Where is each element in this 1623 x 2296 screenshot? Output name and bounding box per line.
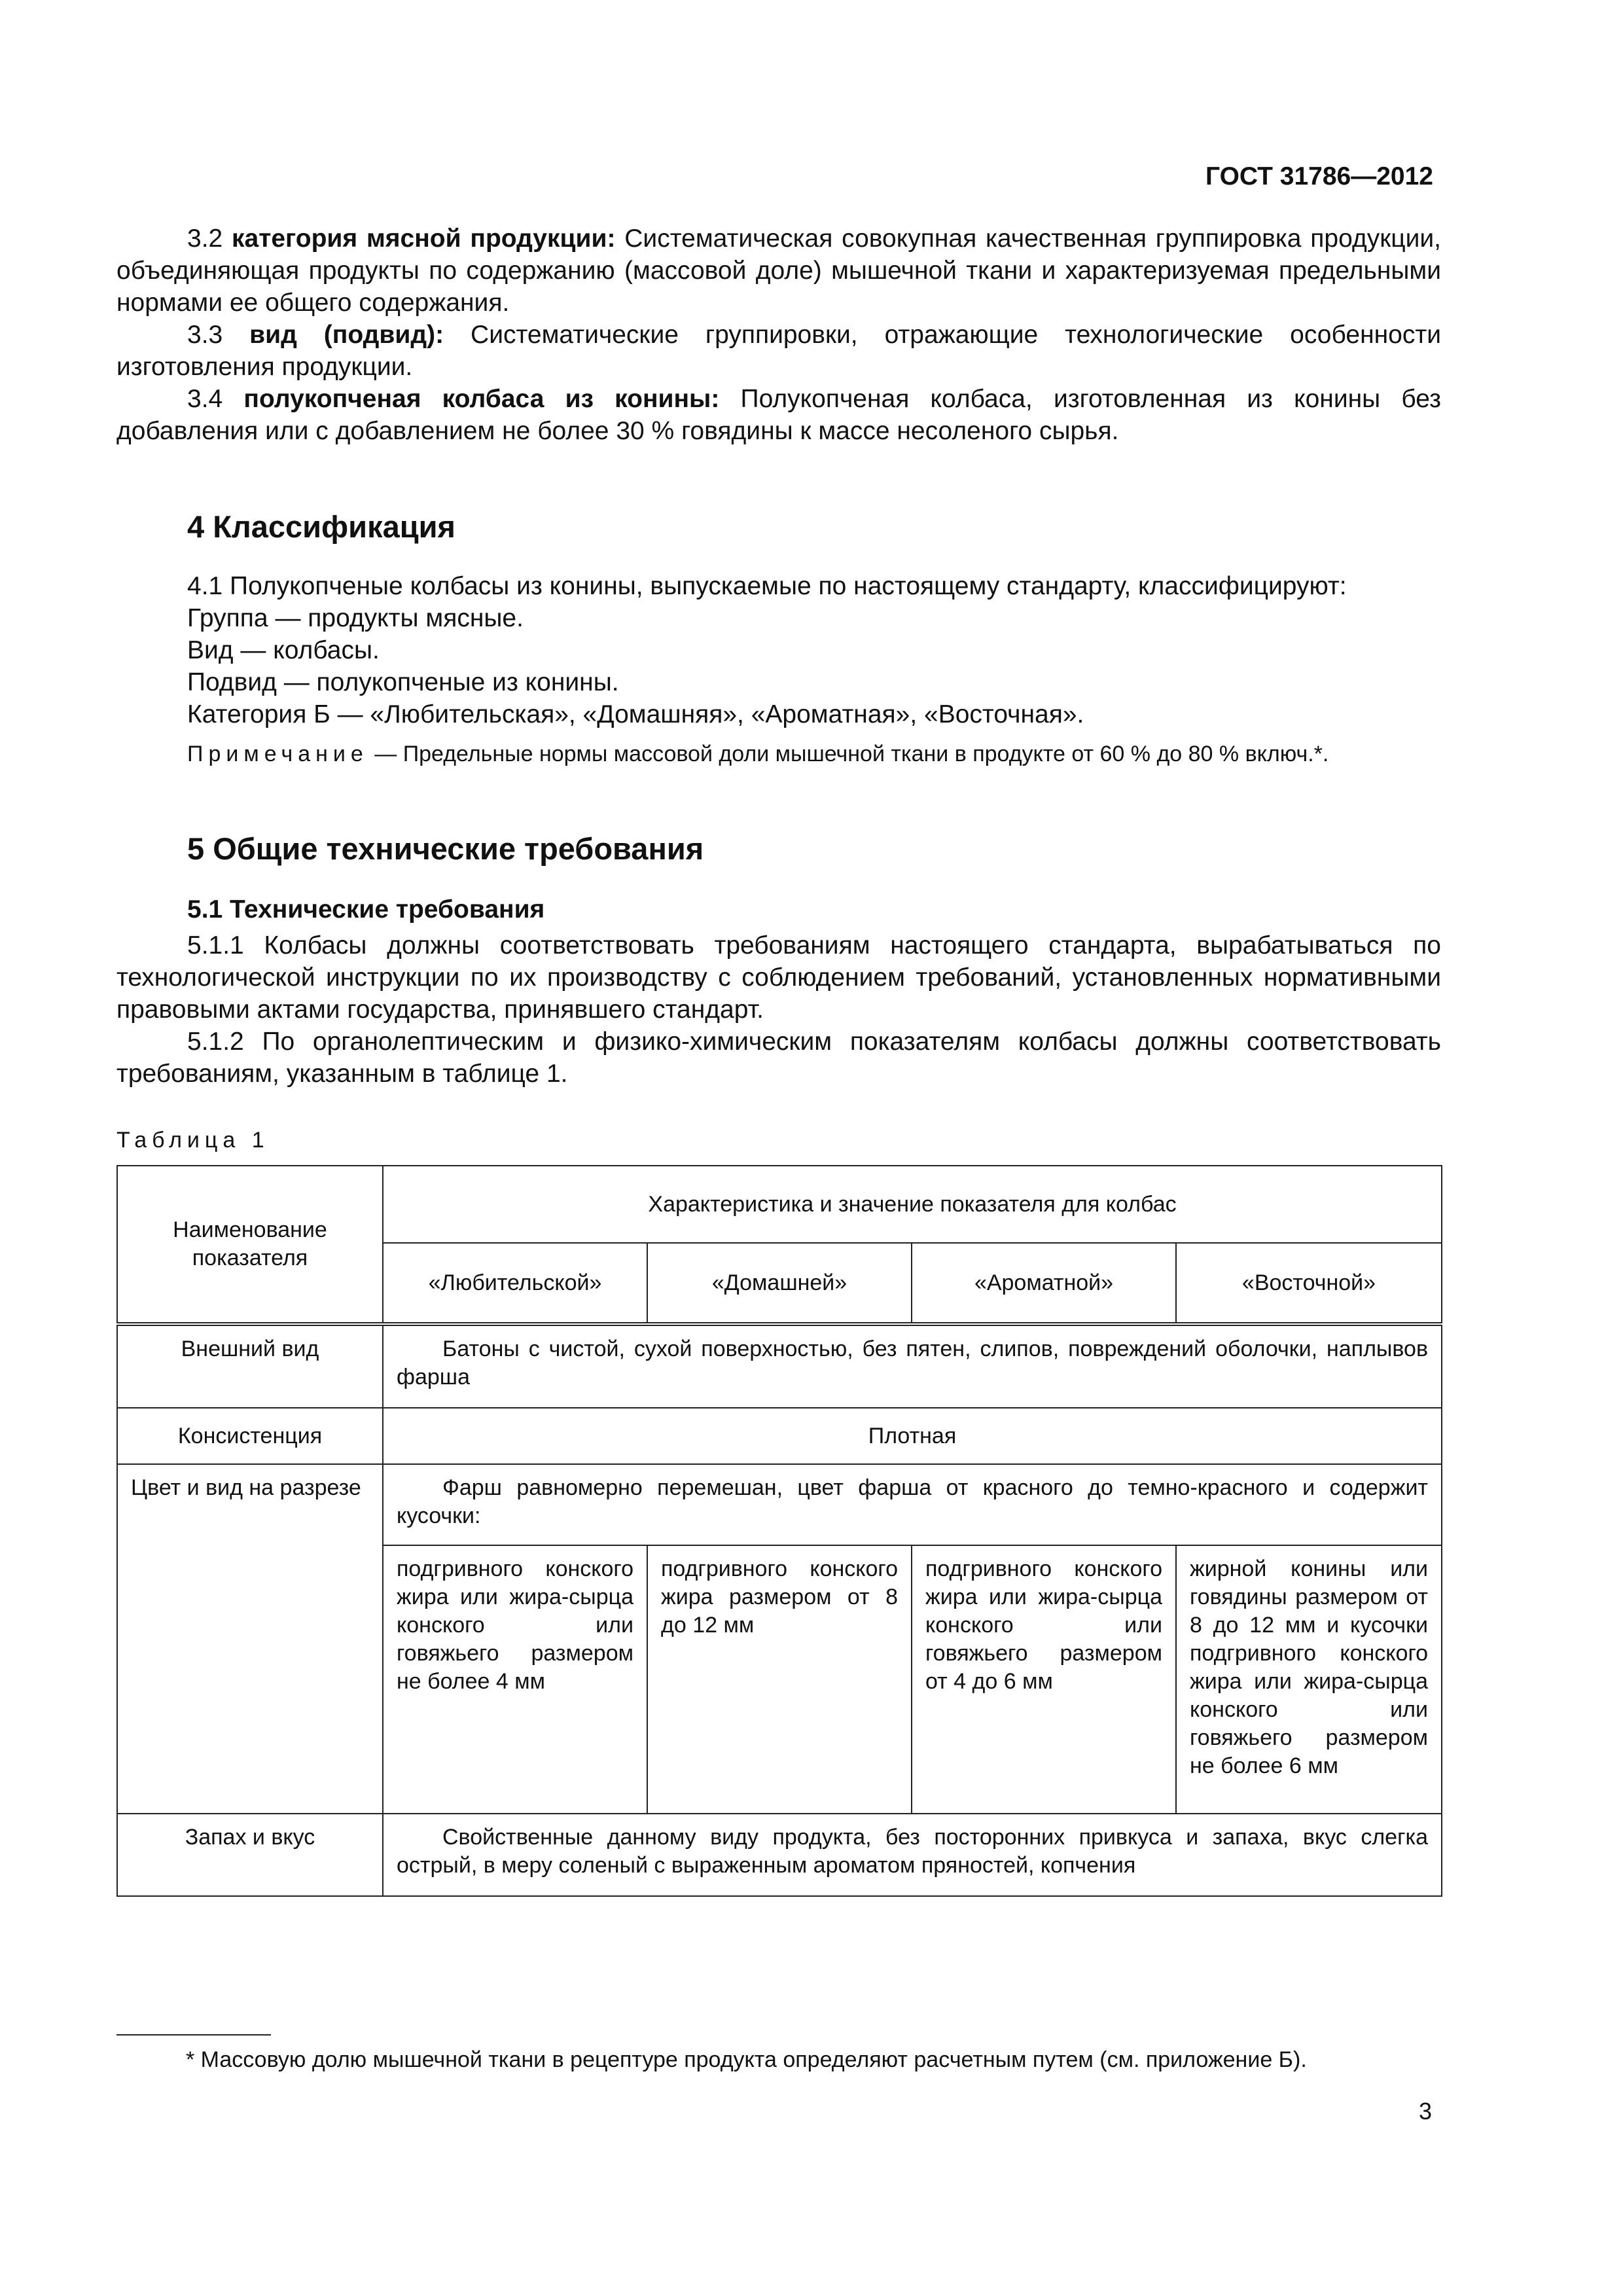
color-cell-domashnyaya: подгривного конского жира размером от 8 до 12 мм	[647, 1545, 912, 1814]
term: вид (подвид):	[249, 321, 444, 349]
header-domashnyaya: «Домашней»	[647, 1243, 912, 1324]
clause-5-1-2: 5.1.2 По органолептическим и физико-химическим показателям колбасы должны соответствовать требованиям, указанным в таблице 1.	[116, 1028, 1441, 1088]
clause-5-1-1: 5.1.1 Колбасы должны соответствовать требованиям настоящего стандарта, вырабатываться по технологической инструкции по их производству с соблюдением требований, установленных нормативными правовыми актами государства, принявшего стандарт.	[116, 931, 1441, 1024]
row-name-color: Цвет и вид на разрезе	[117, 1464, 383, 1814]
clause-3-4	[116, 383, 1441, 447]
row-value-consistency: Плотная	[383, 1408, 1442, 1464]
classification-line-type: Вид — колбасы.	[187, 636, 380, 664]
footnote: * Массовую долю мышечной ткани в рецептуре продукта определяют расчетным путем (см. приложение Б).	[186, 2047, 1307, 2072]
classification-line-category: Категория Б — «Любительская», «Домашняя», «Ароматная», «Восточная».	[187, 700, 1084, 728]
header-indicator-name: Наименование показателя	[117, 1166, 383, 1324]
table-row	[117, 1814, 1442, 1896]
clause-number: 3.4	[187, 385, 223, 413]
clause-4-1: 4.1 Полукопченые колбасы из конины, выпускаемые по настоящему стандарту, классифицируют:	[187, 572, 1347, 600]
requirements-table	[116, 1165, 1442, 1897]
definition: Систематические группировки, отражающие технологические особенности изготовления продукции.	[116, 321, 1441, 381]
color-cell-vostochnaya: жирной конины или говядины размером от 8 до 12 мм и кусочки подгривного конского жира или жира-сырца конского или говяжьего размером не более 6 мм	[1176, 1545, 1442, 1814]
table-caption: Таблица 1	[116, 1128, 270, 1153]
document-id: ГОСТ 31786—2012	[1205, 162, 1433, 190]
row-value-color: Фарш равномерно перемешан, цвет фарша от красного до темно-красного и содержит кусочки:	[383, 1464, 1442, 1545]
clause-number: 3.2	[187, 224, 223, 253]
term: полукопченая колбаса из конины:	[243, 385, 720, 413]
table-header-row	[117, 1166, 1442, 1243]
table-row	[117, 1408, 1442, 1464]
row-name-appearance: Внешний вид	[117, 1324, 383, 1408]
row-value-appearance: Батоны с чистой, сухой поверхностью, без пятен, слипов, повреждений оболочки, наплывов фарша	[383, 1324, 1442, 1408]
color-cell-aromatnaya: подгривного конского жира или жира-сырца конского или говяжьего размером от 4 до 6 мм	[912, 1545, 1176, 1814]
note-text: — Предельные нормы массовой доли мышечной ткани в продукте от 60 % до 80 % включ.*.	[368, 742, 1329, 766]
note	[116, 740, 1441, 769]
clause-number: 3.3	[187, 321, 223, 349]
header-group: Характеристика и значение показателя для колбас	[383, 1166, 1442, 1243]
table-row	[117, 1464, 1442, 1545]
clause-3-3	[116, 319, 1441, 383]
page-content	[116, 223, 1441, 1897]
page-number: 3	[1418, 2098, 1432, 2125]
section-4-title: 4 Классификация	[187, 509, 455, 544]
header-aromatnaya: «Ароматной»	[912, 1243, 1176, 1324]
footnote-divider	[116, 2034, 271, 2036]
definition: Систематическая совокупная качественная группировка продукции, объединяющая продукты по содержанию (массовой доле) мышечной ткани и характеризуемая предельными нормами ее общего содержания.	[116, 224, 1442, 317]
clause-3-2	[116, 223, 1441, 319]
header-vostochnaya: «Восточной»	[1176, 1243, 1442, 1324]
header-lyubitelskaya: «Любительской»	[383, 1243, 647, 1324]
color-cell-lyubitelskaya: подгривного конского жира или жира-сырца конского или говяжьего размером не более 4 мм	[383, 1545, 647, 1814]
definition: Полукопченая колбаса, изготовленная из конины без добавления или с добавлением не более 30 % говядины к массе несоленого сырья.	[116, 385, 1441, 445]
classification-line-subtype: Подвид — полукопченые из конины.	[187, 668, 619, 696]
row-value-smell: Свойственные данному виду продукта, без посторонних привкуса и запаха, вкус слегка острый, в меру соленый с выраженным ароматом пряностей, копчения	[383, 1814, 1442, 1896]
row-name-consistency: Консистенция	[117, 1408, 383, 1464]
table-row	[117, 1324, 1442, 1408]
classification-line-group: Группа — продукты мясные.	[187, 604, 524, 632]
term: категория мясной продукции:	[232, 224, 616, 253]
subsection-5-1-title: 5.1 Технические требования	[187, 895, 545, 924]
note-label: Примечание	[187, 742, 368, 766]
row-name-smell: Запах и вкус	[117, 1814, 383, 1896]
section-5-title: 5 Общие технические требования	[187, 831, 704, 866]
